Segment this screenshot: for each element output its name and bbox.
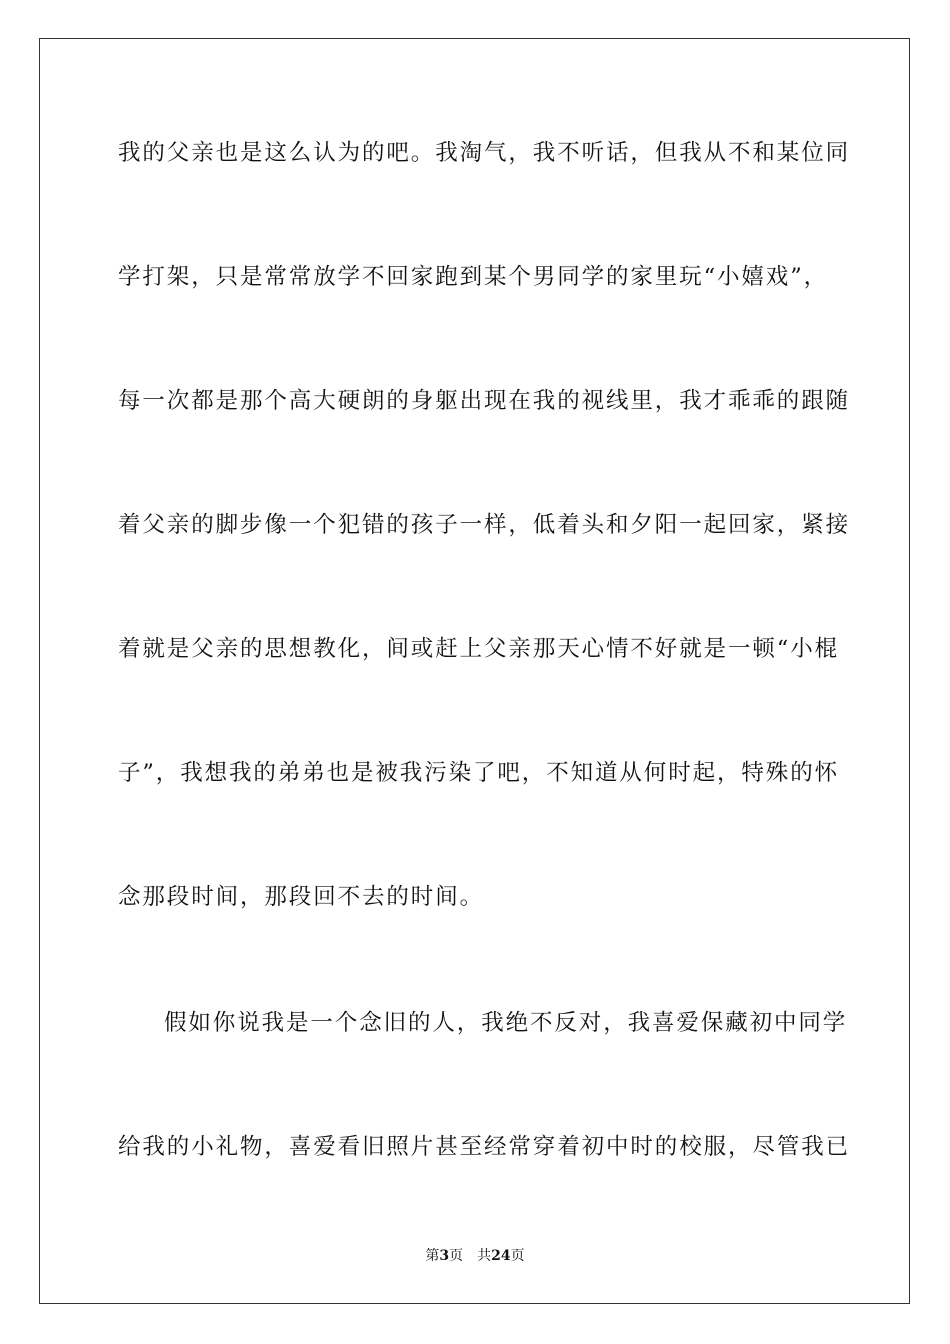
page-footer — [0, 1246, 950, 1266]
text-line: 子”，我想我的弟弟也是被我污染了吧，不知道从何时起，特殊的怀 — [118, 760, 840, 786]
paragraph-first-line: 假如你说我是一个念旧的人，我绝不反对，我喜爱保藏初中同学 — [164, 1010, 848, 1036]
text-line: 念那段时间，那段回不去的时间。 — [118, 884, 485, 910]
text-line: 着父亲的脚步像一个犯错的孩子一样，低着头和夕阳一起回家，紧接 — [118, 512, 851, 538]
text-line: 学打架，只是常常放学不回家跑到某个男同学的家里玩“小嬉戏”， — [118, 264, 829, 290]
total-suffix: 页 — [510, 1248, 525, 1264]
total-prefix: 共 — [477, 1248, 492, 1264]
page-prefix: 第 — [425, 1248, 440, 1264]
total-pages: 24 — [491, 1248, 511, 1264]
text-line: 给我的小礼物，喜爱看旧照片甚至经常穿着初中时的校服，尽管我已 — [118, 1134, 851, 1160]
page-number: 3 — [439, 1248, 450, 1264]
text-line: 我的父亲也是这么认为的吧。我淘气，我不听话，但我从不和某位同 — [118, 140, 851, 166]
page-suffix: 页 — [449, 1248, 464, 1264]
text-line: 着就是父亲的思想教化，间或赶上父亲那天心情不好就是一顿“小棍 — [118, 636, 840, 662]
text-line: 每一次都是那个高大硬朗的身躯出现在我的视线里，我才乖乖的跟随 — [118, 388, 851, 414]
